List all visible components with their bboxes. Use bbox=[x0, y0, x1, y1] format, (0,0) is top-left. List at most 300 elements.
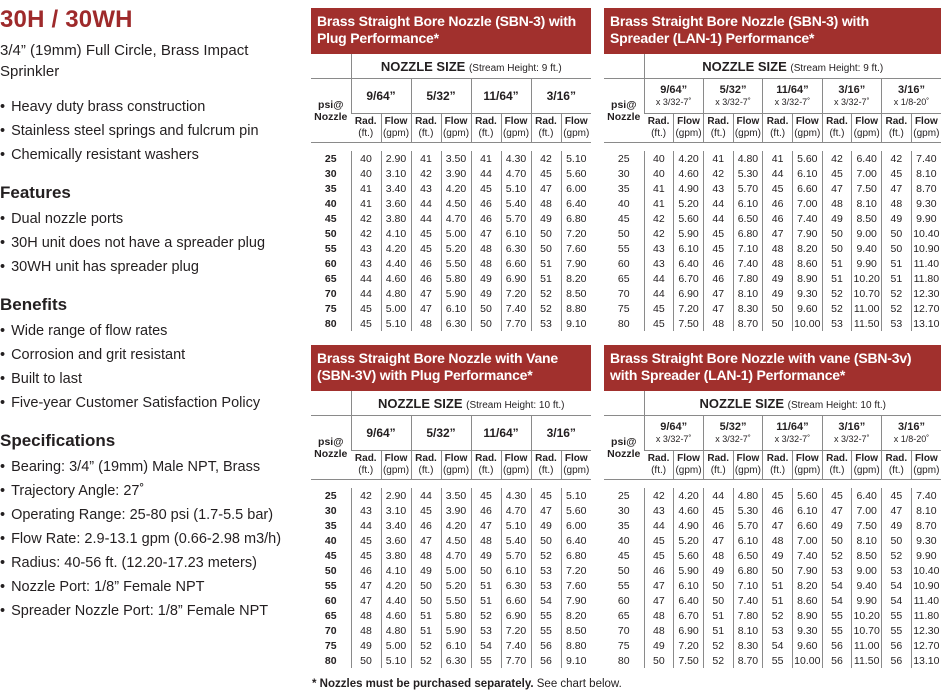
table-title bbox=[604, 345, 941, 391]
table-title-line1: Brass Straight Bore Nozzle with vane (SBN-3v) bbox=[610, 350, 912, 366]
rad-cell: 54 bbox=[882, 578, 912, 593]
flow-cell: 9.10 bbox=[561, 316, 591, 331]
flow-header: Flow (gpm) bbox=[792, 451, 822, 480]
flow-cell: 4.80 bbox=[381, 286, 411, 301]
rad-header: Rad. (ft.) bbox=[822, 451, 852, 480]
rad-cell: 46 bbox=[703, 271, 733, 286]
rad-cell: 53 bbox=[471, 623, 501, 638]
rad-cell: 53 bbox=[531, 578, 561, 593]
flow-cell: 7.90 bbox=[561, 593, 591, 608]
rad-cell: 47 bbox=[882, 503, 912, 518]
flow-cell: 12.70 bbox=[911, 301, 941, 316]
flow-cell: 6.40 bbox=[561, 196, 591, 211]
psi-cell: 60 bbox=[324, 594, 337, 607]
flow-cell: 8.20 bbox=[792, 578, 822, 593]
rad-header: Rad. (ft.) bbox=[531, 114, 561, 143]
rad-cell: 44 bbox=[411, 196, 441, 211]
flow-cell: 8.50 bbox=[852, 548, 882, 563]
performance-table bbox=[311, 391, 591, 668]
rad-cell: 44 bbox=[351, 518, 381, 533]
flow-cell: 8.10 bbox=[911, 503, 941, 518]
flow-cell: 4.20 bbox=[381, 241, 411, 256]
table-title-line2: (SBN-3V) with Plug Performance* bbox=[317, 367, 533, 383]
flow-cell: 6.30 bbox=[441, 653, 471, 668]
rad-cell: 52 bbox=[882, 548, 912, 563]
flow-cell: 6.60 bbox=[501, 593, 531, 608]
rad-cell: 40 bbox=[644, 151, 674, 166]
flow-header: Flow (gpm) bbox=[501, 114, 531, 143]
nozzle-size-header bbox=[644, 54, 941, 79]
flow-cell: 11.50 bbox=[852, 316, 882, 331]
flow-cell: 7.90 bbox=[792, 226, 822, 241]
rad-cell: 49 bbox=[531, 518, 561, 533]
flow-cell: 9.90 bbox=[911, 211, 941, 226]
flow-cell: 4.30 bbox=[501, 151, 531, 166]
rad-cell: 45 bbox=[351, 316, 381, 331]
flow-cell: 6.30 bbox=[501, 578, 531, 593]
benefits-heading: Benefits bbox=[0, 295, 68, 314]
nozzle-size-cell: 11/64” x 3/32-7˚ bbox=[763, 79, 822, 114]
table-row bbox=[604, 151, 941, 166]
list-item: • Trajectory Angle: 27˚ bbox=[0, 479, 281, 503]
rad-cell: 43 bbox=[351, 503, 381, 518]
flow-cell: 6.10 bbox=[733, 196, 763, 211]
rad-cell: 42 bbox=[822, 151, 852, 166]
flow-cell: 6.40 bbox=[674, 256, 704, 271]
psi-cell: 25 bbox=[617, 152, 630, 165]
rad-cell: 56 bbox=[822, 638, 852, 653]
rad-cell: 44 bbox=[471, 166, 501, 181]
flow-cell: 9.90 bbox=[911, 548, 941, 563]
psi-cell: 40 bbox=[617, 197, 630, 210]
rad-cell: 55 bbox=[822, 623, 852, 638]
rad-cell: 52 bbox=[411, 653, 441, 668]
psi-cell: 30 bbox=[617, 167, 630, 180]
flow-cell: 10.40 bbox=[911, 563, 941, 578]
rad-cell: 48 bbox=[411, 316, 441, 331]
rad-cell: 47 bbox=[703, 286, 733, 301]
flow-cell: 6.70 bbox=[674, 608, 704, 623]
psi-cell: 55 bbox=[324, 579, 337, 592]
rad-cell: 49 bbox=[531, 211, 561, 226]
rad-cell: 49 bbox=[822, 518, 852, 533]
flow-cell: 5.30 bbox=[733, 503, 763, 518]
flow-cell: 8.70 bbox=[733, 653, 763, 668]
list-item: • Stainless steel springs and fulcrum pin bbox=[0, 119, 259, 143]
rad-cell: 49 bbox=[703, 563, 733, 578]
table-title-line2: Plug Performance* bbox=[317, 30, 439, 46]
rad-cell: 49 bbox=[471, 548, 501, 563]
flow-cell: 4.20 bbox=[674, 488, 704, 503]
flow-cell: 7.70 bbox=[501, 653, 531, 668]
rad-cell: 43 bbox=[411, 181, 441, 196]
rad-cell: 44 bbox=[351, 286, 381, 301]
flow-cell: 8.20 bbox=[792, 241, 822, 256]
rad-cell: 52 bbox=[882, 286, 912, 301]
flow-cell: 6.10 bbox=[674, 241, 704, 256]
flow-cell: 4.20 bbox=[441, 181, 471, 196]
flow-cell: 8.10 bbox=[733, 623, 763, 638]
rad-cell: 50 bbox=[822, 533, 852, 548]
rad-cell: 45 bbox=[411, 226, 441, 241]
rad-cell: 52 bbox=[703, 638, 733, 653]
rad-cell: 51 bbox=[882, 271, 912, 286]
flow-cell: 10.90 bbox=[911, 241, 941, 256]
rad-cell: 50 bbox=[471, 563, 501, 578]
rad-cell: 47 bbox=[531, 181, 561, 196]
rad-cell: 46 bbox=[703, 256, 733, 271]
rad-cell: 45 bbox=[411, 503, 441, 518]
page-title: 30H / 30WH bbox=[0, 6, 133, 33]
rad-header: Rad. (ft.) bbox=[471, 114, 501, 143]
nozzle-size-label: NOZZLE SIZE bbox=[378, 395, 463, 411]
rad-cell: 42 bbox=[351, 211, 381, 226]
list-item: • Nozzle Port: 1/8” Female NPT bbox=[0, 575, 281, 599]
rad-cell: 50 bbox=[763, 316, 793, 331]
flow-cell: 3.60 bbox=[381, 533, 411, 548]
flow-cell: 6.40 bbox=[674, 593, 704, 608]
benefits-list bbox=[0, 319, 260, 415]
rad-cell: 52 bbox=[822, 301, 852, 316]
table-sbn3-plug bbox=[311, 8, 591, 331]
psi-cell: 80 bbox=[617, 654, 630, 667]
footnote-rest: See chart below. bbox=[533, 678, 622, 690]
flow-cell: 9.90 bbox=[852, 256, 882, 271]
rad-cell: 40 bbox=[351, 151, 381, 166]
flow-cell: 5.60 bbox=[674, 211, 704, 226]
table-row bbox=[604, 166, 941, 181]
flow-cell: 4.80 bbox=[381, 623, 411, 638]
flow-cell: 7.20 bbox=[674, 638, 704, 653]
nozzle-size-cell: 3/16” x 1/8-20˚ bbox=[882, 416, 942, 451]
flow-cell: 5.00 bbox=[441, 226, 471, 241]
rad-header: Rad. (ft.) bbox=[411, 451, 441, 480]
flow-header: Flow (gpm) bbox=[674, 114, 704, 143]
table-row bbox=[604, 623, 941, 638]
flow-cell: 7.40 bbox=[733, 256, 763, 271]
rad-cell: 47 bbox=[351, 578, 381, 593]
rad-cell: 46 bbox=[763, 503, 793, 518]
rad-cell: 47 bbox=[822, 503, 852, 518]
rad-cell: 50 bbox=[703, 578, 733, 593]
rad-cell: 49 bbox=[763, 271, 793, 286]
rad-cell: 48 bbox=[411, 548, 441, 563]
flow-header: Flow (gpm) bbox=[381, 114, 411, 143]
stream-height: (Stream Height: 10 ft.) bbox=[787, 399, 886, 411]
flow-cell: 4.90 bbox=[674, 181, 704, 196]
rad-cell: 55 bbox=[763, 653, 793, 668]
flow-cell: 5.20 bbox=[674, 533, 704, 548]
rad-cell: 44 bbox=[644, 286, 674, 301]
rad-cell: 45 bbox=[471, 488, 501, 503]
rad-cell: 51 bbox=[763, 593, 793, 608]
psi-cell: 70 bbox=[617, 624, 630, 637]
psi-cell: 50 bbox=[617, 227, 630, 240]
list-item: • Five-year Customer Satisfaction Policy bbox=[0, 391, 260, 415]
psi-cell: 50 bbox=[324, 227, 337, 240]
flow-cell: 6.90 bbox=[674, 286, 704, 301]
flow-cell: 9.40 bbox=[852, 241, 882, 256]
bullet-list bbox=[0, 95, 259, 167]
rad-cell: 50 bbox=[822, 241, 852, 256]
psi-cell: 80 bbox=[324, 654, 337, 667]
rad-cell: 54 bbox=[531, 593, 561, 608]
flow-cell: 11.40 bbox=[911, 256, 941, 271]
table-row bbox=[604, 181, 941, 196]
nozzle-size-cell: 5/32” bbox=[411, 416, 471, 451]
flow-cell: 6.40 bbox=[561, 533, 591, 548]
rad-cell: 55 bbox=[882, 608, 912, 623]
rad-cell: 46 bbox=[644, 563, 674, 578]
flow-cell: 10.40 bbox=[911, 226, 941, 241]
rad-cell: 46 bbox=[471, 503, 501, 518]
rad-cell: 51 bbox=[531, 271, 561, 286]
rad-cell: 45 bbox=[822, 166, 852, 181]
flow-cell: 7.40 bbox=[792, 548, 822, 563]
table-row bbox=[311, 638, 591, 653]
flow-cell: 12.70 bbox=[911, 638, 941, 653]
table-row bbox=[311, 578, 591, 593]
rad-cell: 42 bbox=[644, 226, 674, 241]
rad-cell: 55 bbox=[531, 623, 561, 638]
psi-cell: 65 bbox=[324, 272, 337, 285]
table-row bbox=[604, 593, 941, 608]
table-row bbox=[311, 533, 591, 548]
flow-cell: 9.10 bbox=[561, 653, 591, 668]
table-row bbox=[604, 638, 941, 653]
flow-cell: 10.00 bbox=[794, 317, 821, 330]
flow-header: Flow (gpm) bbox=[733, 451, 763, 480]
rad-cell: 50 bbox=[351, 653, 381, 668]
flow-cell: 3.90 bbox=[441, 503, 471, 518]
flow-cell: 9.30 bbox=[792, 623, 822, 638]
nozzle-size-cell: 3/16” x 1/8-20˚ bbox=[882, 79, 942, 114]
rad-cell: 52 bbox=[531, 286, 561, 301]
rad-cell: 42 bbox=[882, 151, 912, 166]
rad-cell: 51 bbox=[822, 256, 852, 271]
flow-cell: 7.70 bbox=[501, 316, 531, 331]
table-row bbox=[604, 211, 941, 226]
table-row bbox=[604, 256, 941, 271]
psi-cell: 25 bbox=[617, 489, 630, 502]
table-row bbox=[604, 241, 941, 256]
nozzle-size-label: NOZZLE SIZE bbox=[699, 395, 784, 411]
flow-cell: 8.10 bbox=[733, 286, 763, 301]
performance-table bbox=[311, 54, 591, 331]
rad-cell: 50 bbox=[882, 533, 912, 548]
flow-cell: 5.10 bbox=[561, 151, 591, 166]
nozzle-size-cell: 9/64” x 3/32-7˚ bbox=[644, 79, 703, 114]
nozzle-size-cell: 11/64” bbox=[471, 416, 531, 451]
rad-cell: 44 bbox=[763, 166, 793, 181]
flow-cell: 6.00 bbox=[561, 518, 591, 533]
table-row bbox=[311, 488, 591, 503]
flow-cell: 5.80 bbox=[441, 608, 471, 623]
rad-cell: 50 bbox=[471, 316, 501, 331]
flow-cell: 7.00 bbox=[792, 196, 822, 211]
flow-cell: 6.90 bbox=[501, 608, 531, 623]
rad-cell: 44 bbox=[703, 211, 733, 226]
rad-cell: 48 bbox=[763, 256, 793, 271]
flow-cell: 3.10 bbox=[381, 166, 411, 181]
rad-cell: 52 bbox=[763, 608, 793, 623]
rad-cell: 45 bbox=[703, 503, 733, 518]
psi-cell: 35 bbox=[617, 182, 630, 195]
table-row bbox=[311, 608, 591, 623]
table-row bbox=[311, 211, 591, 226]
rad-header: Rad. (ft.) bbox=[703, 114, 733, 143]
psi-cell: 65 bbox=[617, 272, 630, 285]
rad-cell: 49 bbox=[822, 211, 852, 226]
flow-cell: 7.20 bbox=[674, 301, 704, 316]
flow-cell: 10.20 bbox=[853, 272, 880, 285]
rad-cell: 44 bbox=[703, 196, 733, 211]
flow-cell: 9.30 bbox=[911, 533, 941, 548]
psi-cell: 50 bbox=[324, 564, 337, 577]
flow-cell: 9.30 bbox=[792, 286, 822, 301]
rad-header: Rad. (ft.) bbox=[763, 114, 793, 143]
table-row bbox=[604, 578, 941, 593]
rad-cell: 45 bbox=[531, 488, 561, 503]
flow-cell: 4.50 bbox=[441, 196, 471, 211]
rad-cell: 53 bbox=[763, 623, 793, 638]
rad-cell: 46 bbox=[411, 256, 441, 271]
flow-cell: 5.70 bbox=[733, 518, 763, 533]
rad-cell: 52 bbox=[531, 548, 561, 563]
psi-cell: 55 bbox=[617, 242, 630, 255]
psi-cell: 70 bbox=[324, 624, 337, 637]
flow-cell: 6.80 bbox=[561, 548, 591, 563]
list-item: • Radius: 40-56 ft. (12.20-17.23 meters) bbox=[0, 551, 281, 575]
flow-cell: 3.40 bbox=[381, 518, 411, 533]
rad-cell: 42 bbox=[703, 166, 733, 181]
rad-header: Rad. (ft.) bbox=[531, 451, 561, 480]
flow-cell: 7.60 bbox=[561, 578, 591, 593]
flow-header: Flow (gpm) bbox=[733, 114, 763, 143]
rad-cell: 54 bbox=[822, 578, 852, 593]
psi-cell: 55 bbox=[617, 579, 630, 592]
flow-cell: 5.00 bbox=[441, 563, 471, 578]
flow-cell: 10.00 bbox=[794, 654, 821, 667]
rad-cell: 53 bbox=[822, 316, 852, 331]
flow-cell: 4.40 bbox=[381, 593, 411, 608]
flow-header: Flow (gpm) bbox=[674, 451, 704, 480]
table-row bbox=[604, 533, 941, 548]
table-title-line1: Brass Straight Bore Nozzle with Vane bbox=[317, 350, 558, 366]
table-sbn3-spreader bbox=[604, 8, 941, 331]
rad-cell: 47 bbox=[882, 181, 912, 196]
rad-cell: 44 bbox=[411, 488, 441, 503]
flow-cell: 8.10 bbox=[911, 166, 941, 181]
rad-cell: 56 bbox=[531, 653, 561, 668]
flow-cell: 8.90 bbox=[792, 608, 822, 623]
rad-cell: 54 bbox=[471, 638, 501, 653]
rad-cell: 49 bbox=[882, 518, 912, 533]
nozzle-size-cell: 9/64” bbox=[351, 416, 411, 451]
rad-cell: 50 bbox=[763, 563, 793, 578]
flow-cell: 4.70 bbox=[501, 166, 531, 181]
nozzle-size-header bbox=[644, 391, 941, 416]
rad-cell: 45 bbox=[644, 533, 674, 548]
flow-cell: 8.10 bbox=[852, 533, 882, 548]
table-sbn3v-plug bbox=[311, 345, 591, 668]
rad-cell: 47 bbox=[351, 593, 381, 608]
list-item: • Dual nozzle ports bbox=[0, 207, 265, 231]
psi-cell: 40 bbox=[617, 534, 630, 547]
flow-cell: 9.30 bbox=[911, 196, 941, 211]
flow-cell: 8.60 bbox=[792, 593, 822, 608]
flow-cell: 5.20 bbox=[674, 196, 704, 211]
rad-cell: 52 bbox=[882, 301, 912, 316]
rad-cell: 48 bbox=[703, 548, 733, 563]
rad-cell: 51 bbox=[763, 578, 793, 593]
rad-cell: 50 bbox=[703, 593, 733, 608]
flow-cell: 10.90 bbox=[911, 578, 941, 593]
rad-cell: 51 bbox=[411, 608, 441, 623]
flow-cell: 9.00 bbox=[852, 563, 882, 578]
flow-cell: 5.40 bbox=[501, 196, 531, 211]
flow-cell: 5.00 bbox=[381, 638, 411, 653]
rad-cell: 46 bbox=[411, 271, 441, 286]
flow-cell: 6.60 bbox=[792, 518, 822, 533]
nozzle-size-cell: 3/16” x 3/32-7˚ bbox=[822, 79, 881, 114]
rad-cell: 50 bbox=[471, 301, 501, 316]
table-row bbox=[311, 271, 591, 286]
rad-header: Rad. (ft.) bbox=[644, 451, 674, 480]
rad-cell: 48 bbox=[471, 256, 501, 271]
rad-header: Rad. (ft.) bbox=[351, 451, 381, 480]
flow-cell: 5.60 bbox=[674, 548, 704, 563]
rad-cell: 53 bbox=[531, 563, 561, 578]
list-item: • Operating Range: 25-80 psi (1.7-5.5 bar) bbox=[0, 503, 281, 527]
flow-cell: 7.90 bbox=[561, 256, 591, 271]
flow-cell: 4.80 bbox=[733, 488, 763, 503]
flow-cell: 3.60 bbox=[381, 196, 411, 211]
rad-cell: 43 bbox=[351, 241, 381, 256]
psi-cell: 45 bbox=[617, 212, 630, 225]
rad-cell: 51 bbox=[471, 578, 501, 593]
rad-header: Rad. (ft.) bbox=[351, 114, 381, 143]
rad-cell: 51 bbox=[882, 256, 912, 271]
psi-header: psi@ Nozzle bbox=[311, 79, 351, 143]
flow-cell: 5.50 bbox=[441, 593, 471, 608]
flow-cell: 4.70 bbox=[441, 548, 471, 563]
flow-cell: 7.10 bbox=[733, 241, 763, 256]
flow-cell: 12.30 bbox=[911, 623, 941, 638]
flow-cell: 9.60 bbox=[792, 638, 822, 653]
flow-cell: 4.80 bbox=[733, 151, 763, 166]
flow-cell: 2.90 bbox=[381, 151, 411, 166]
rad-cell: 43 bbox=[644, 256, 674, 271]
flow-cell: 8.50 bbox=[561, 623, 591, 638]
rad-cell: 47 bbox=[644, 593, 674, 608]
rad-cell: 50 bbox=[411, 578, 441, 593]
rad-cell: 40 bbox=[644, 166, 674, 181]
nozzle-size-header bbox=[351, 391, 591, 416]
rad-cell: 50 bbox=[531, 226, 561, 241]
psi-cell: 40 bbox=[324, 197, 337, 210]
rad-cell: 49 bbox=[471, 271, 501, 286]
rad-cell: 46 bbox=[351, 563, 381, 578]
psi-cell: 50 bbox=[617, 564, 630, 577]
flow-cell: 7.40 bbox=[501, 638, 531, 653]
rad-cell: 45 bbox=[644, 316, 674, 331]
flow-cell: 7.20 bbox=[501, 286, 531, 301]
rad-cell: 47 bbox=[411, 533, 441, 548]
flow-cell: 4.60 bbox=[381, 271, 411, 286]
rad-cell: 53 bbox=[822, 563, 852, 578]
rad-cell: 46 bbox=[471, 196, 501, 211]
